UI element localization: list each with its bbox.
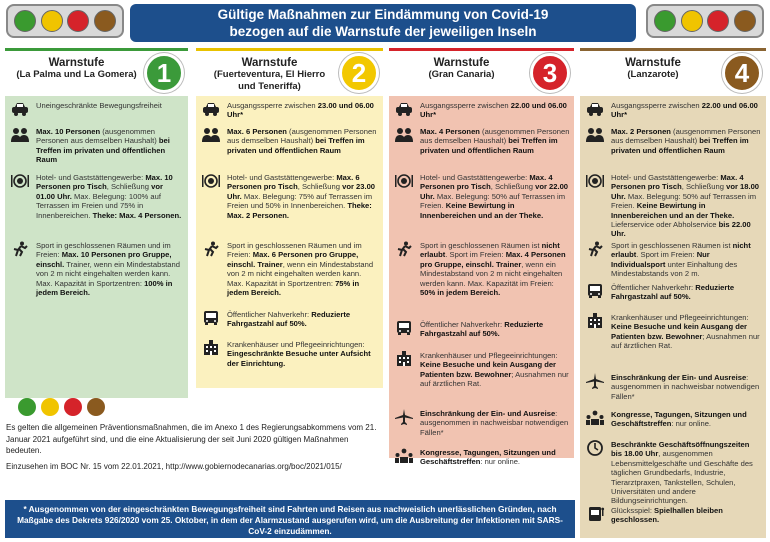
warnstufe-label: Warnstufe — [433, 57, 490, 69]
page-title — [130, 4, 636, 42]
measure-text: Einschränkung der Ein- und Ausreise: ausgenommen in nachweisbar notwendigen Fällen* — [420, 409, 569, 437]
measure-text: Öffentlicher Nahverkehr: Reduzierte Fahrgastzahl auf 50%. — [611, 283, 735, 302]
measure-item — [196, 101, 383, 120]
plane-icon — [585, 373, 605, 389]
warnstufe-islands: (La Palma und La Gomera) — [16, 69, 137, 80]
measure-text: Max. 2 Personen (ausgenommen Personen aus demselben Haushalt) bei Treffen im privaten und öffentlichen Raum — [611, 127, 761, 155]
measure-item — [5, 101, 188, 117]
measure-item — [389, 320, 574, 339]
runner-icon — [394, 241, 414, 257]
measure-text: Ausgangssperre zwischen 23.00 und 06.00 Uhr* — [227, 101, 374, 120]
measure-item — [196, 241, 383, 297]
warnstufe-label: Warnstufe — [48, 57, 105, 69]
measure-item — [389, 127, 574, 155]
car-icon — [201, 101, 221, 117]
clock-icon — [585, 440, 605, 456]
car-icon — [585, 101, 605, 117]
warnstufe-label: Warnstufe — [241, 57, 298, 69]
people-icon — [394, 127, 414, 143]
general-note-source: Einzusehen im BOC Nr. 15 vom 22.01.2021, http://www.gobiernodecanarias.org/boc/2021/015/ — [6, 461, 342, 471]
car-icon — [394, 101, 414, 117]
measure-text: Ausgangssperre zwischen 22.00 und 06.00 Uhr* — [420, 101, 567, 120]
measure-item — [196, 173, 383, 220]
measure-item — [580, 127, 766, 155]
dining-icon — [201, 173, 221, 189]
measure-item — [5, 241, 188, 297]
measure-item — [196, 310, 383, 329]
measure-item — [580, 283, 766, 302]
measure-item — [5, 127, 188, 165]
warnstufe-4-column — [580, 48, 766, 538]
yellow-dot-icon — [41, 398, 59, 416]
warnstufe-header — [389, 48, 574, 96]
warnstufe-number-badge: 1 — [144, 53, 184, 93]
measure-item — [580, 173, 766, 239]
warnstufe-title — [204, 57, 335, 93]
measure-text: Krankenhäuser und Pflegeeinrichtungen: Keine Besuche und kein Ausgang der Patienten bzw. Bewohner; Ausnahmen nur auf ärztlichen Rat. — [611, 313, 760, 351]
dining-icon — [10, 173, 30, 189]
measure-text: Ausgangssperre zwischen 22.00 und 06.00 Uhr* — [611, 101, 758, 120]
red-dot-icon — [64, 398, 82, 416]
hospital-icon — [394, 351, 414, 367]
meeting-icon — [394, 448, 414, 464]
measure-text: Einschränkung der Ein- und Ausreise: ausgenommen in nachweisbar notwendigen Fällen* — [611, 373, 760, 401]
bus-icon — [585, 283, 605, 299]
warnstufe-header — [580, 48, 766, 96]
measure-item — [389, 409, 574, 437]
measure-item — [389, 351, 574, 389]
measure-text: Krankenhäuser und Pflegeeinrichtungen: Eingeschränkte Besuche unter Aufsicht der Einrichtung. — [227, 340, 371, 368]
yellow-dot-icon — [41, 10, 63, 32]
measure-text: Max. 4 Personen (ausgenommen Personen aus demselben Haushalt) bei Treffen im privaten und öffentlichen Raum — [420, 127, 570, 155]
measure-item — [580, 101, 766, 120]
brown-dot-icon — [87, 398, 105, 416]
legend-dots — [18, 398, 386, 416]
warnstufe-number-badge: 3 — [530, 53, 570, 93]
warnstufe-islands: (Gran Canaria) — [428, 69, 495, 80]
warnstufe-islands: (Fuerteventura, El Hierro und Teneriffa) — [213, 69, 326, 92]
measure-item — [5, 173, 188, 220]
dining-icon — [585, 173, 605, 189]
measure-item — [389, 241, 574, 297]
warnstufe-2-column — [196, 48, 383, 388]
measure-text: Sport in geschlossenen Räumen ist nicht erlaubt. Sport im Freien: Max. 4 Personen pro Gruppe, einschl. Trainer, wenn ein Mindestabstand von 2 m nicht eingehalten werden kann. Max. Kapazität im Freien: 50% in jedem Bereich. — [420, 241, 566, 298]
warnstufe-header — [5, 48, 188, 96]
measure-text: Hotel- und Gaststättengewerbe: Max. 6 Personen pro Tisch, Schließung vor 23.00 Uhr. Max. Belegung: 75% auf Terrassen im Freien und 50% in Innenbereichen. Theke: Max. 2 Personen. — [227, 173, 376, 220]
people-icon — [10, 127, 30, 143]
measure-text: Glücksspiel: Spielhallen bleiben geschlossen. — [611, 506, 723, 525]
dining-icon — [394, 173, 414, 189]
measure-text: Kongresse, Tagungen, Sitzungen und Geschäftstreffen: nur online. — [420, 448, 556, 467]
measure-text: Max. 6 Personen (ausgenommen Personen aus demselben Haushalt) bei Treffen im privaten und öffentlichen Raum — [227, 127, 377, 155]
measure-item — [580, 313, 766, 351]
measure-text: Sport in geschlossenen Räumen und im Freien: Max. 10 Personen pro Gruppe, einschl. Trainer, wenn ein Mindestabstand von 2 m nicht eingehalten werden kann. Max. Kapazität in Sportzentren: 100% in jedem Bereich. — [36, 241, 180, 298]
warnstufe-1-column — [5, 48, 188, 398]
measure-item — [389, 173, 574, 220]
warnstufe-islands: (Lanzarote) — [627, 69, 679, 80]
measure-text: Sport in geschlossenen Räumen ist nicht erlaubt. Sport im Freien: Nur Individualsport unter Einhaltung des Mindestabstands von 2 m. — [611, 241, 751, 279]
warnstufe-title — [397, 57, 526, 81]
measure-text: Beschränkte Geschäftsöffnungszeiten bis 18.00 Uhr, ausgenommen Lebensmittelgeschäfte und Geschäfte des täglichen Grundbedarfs, Industrie, Tierarztpraxen, Tankstellen, Schulen, Universitäten und andere Bildungseinrichtungen. — [611, 440, 753, 506]
warnstufe-number-badge: 2 — [339, 53, 379, 93]
measure-text: Hotel- und Gaststättengewerbe: Max. 10 Personen pro Tisch, Schließung vor 01.00 Uhr. Max. Belegung: 100% auf Terrassen im Freien und 75% in Innenbereichen. Theke: Max. 4 Personen. — [36, 173, 182, 220]
hospital-icon — [585, 313, 605, 329]
people-icon — [585, 127, 605, 143]
measure-item — [196, 127, 383, 155]
red-dot-icon — [67, 10, 89, 32]
measure-item — [580, 410, 766, 429]
title-line-1: Gültige Maßnahmen zur Eindämmung von Covid-19 — [217, 7, 549, 22]
footer-note: * Ausgenommen von der eingeschränkten Bewegungsfreiheit sind Fahrten und Reisen aus nachweislich unerlässlichen Gründen, nach Maßgabe des Dekrets 926/2020 vom 25. Oktober, in dem der Alarmzustand ausgerufen wird, um die Ausbreitung der Infektionen mit SARS-CoV-2 einzudämmen. — [5, 500, 575, 538]
warnstufe-title — [13, 57, 140, 81]
measure-text: Uneingeschränkte Bewegungsfreiheit — [36, 101, 162, 110]
warnstufe-label: Warnstufe — [625, 57, 681, 69]
green-dot-icon — [654, 10, 676, 32]
traffic-light-left — [6, 4, 124, 38]
measure-text: Öffentlicher Nahverkehr: Reduzierte Fahrgastzahl auf 50%. — [420, 320, 544, 339]
brown-dot-icon — [94, 10, 116, 32]
warnstufe-3-column — [389, 48, 574, 467]
measure-text: Max. 10 Personen (ausgenommen Personen aus demselben Haushalt) bei Treffen im privaten und öffentlichen Raum — [36, 127, 170, 165]
hospital-icon — [201, 340, 221, 356]
measure-item — [389, 448, 574, 467]
runner-icon — [10, 241, 30, 257]
measure-item — [389, 101, 574, 120]
measure-item — [580, 506, 766, 525]
title-line-2: bezogen auf die Warnstufe der jeweiligen Inseln — [229, 24, 537, 39]
measure-text: Krankenhäuser und Pflegeeinrichtungen: Keine Besuche und kein Ausgang der Patienten bzw. Bewohner; Ausnahmen nur auf ärztlichen Rat. — [420, 351, 569, 389]
bus-icon — [201, 310, 221, 326]
red-dot-icon — [707, 10, 729, 32]
runner-icon — [201, 241, 221, 257]
yellow-dot-icon — [681, 10, 703, 32]
green-dot-icon — [18, 398, 36, 416]
general-note — [6, 398, 386, 472]
measure-text: Hotel- und Gaststättengewerbe: Max. 4 Personen pro Tisch, Schließung vor 18.00 Uhr. Max. Belegung: 50% auf Terrassen im Freien. Keine Bewirtung in Innenbereichen und an der Theke. Lieferservice oder Abholservice bis 22.00 Uhr. — [611, 173, 760, 239]
measure-text: Hotel- und Gaststättengewerbe: Max. 4 Personen pro Tisch, Schließung vor 22.00 Uhr. Max. Belegung: 50% auf Terrassen im Freien. Keine Bewirtung in Innenbereichen und an der Theke. — [420, 173, 569, 220]
people-icon — [201, 127, 221, 143]
warnstufe-number-badge: 4 — [722, 53, 762, 93]
measure-text: Kongresse, Tagungen, Sitzungen und Geschäftstreffen: nur online. — [611, 410, 747, 429]
plane-icon — [394, 409, 414, 425]
slot-machine-icon — [585, 506, 605, 522]
meeting-icon — [585, 410, 605, 426]
runner-icon — [585, 241, 605, 257]
general-note-text: Es gelten die allgemeinen Präventionsmaßnahmen, die im Anexo 1 des Regierungsabkommens vom 21. Januar 2021 aufgeführt sind, und die eine Aktualisierung der seit Juni 2020 gültigen Maßnahmen bedeuten. — [6, 423, 377, 455]
bus-icon — [394, 320, 414, 336]
measure-item — [196, 340, 383, 368]
green-dot-icon — [14, 10, 36, 32]
measure-text: Sport in geschlossenen Räumen und im Freien: Max. 6 Personen pro Gruppe, einschl. Trainer, wenn ein Mindestabstand von 2 m nicht eingehalten werden kann. Max. Kapazität in Sportzentren: 75% in jedem Bereich. — [227, 241, 374, 298]
measure-text: Öffentlicher Nahverkehr: Reduzierte Fahrgastzahl auf 50%. — [227, 310, 351, 329]
car-icon — [10, 101, 30, 117]
traffic-light-right — [646, 4, 764, 38]
measure-item — [580, 241, 766, 279]
warnstufe-header — [196, 48, 383, 96]
measure-item — [580, 373, 766, 401]
brown-dot-icon — [734, 10, 756, 32]
measure-item — [580, 440, 766, 506]
warnstufe-title — [588, 57, 718, 81]
